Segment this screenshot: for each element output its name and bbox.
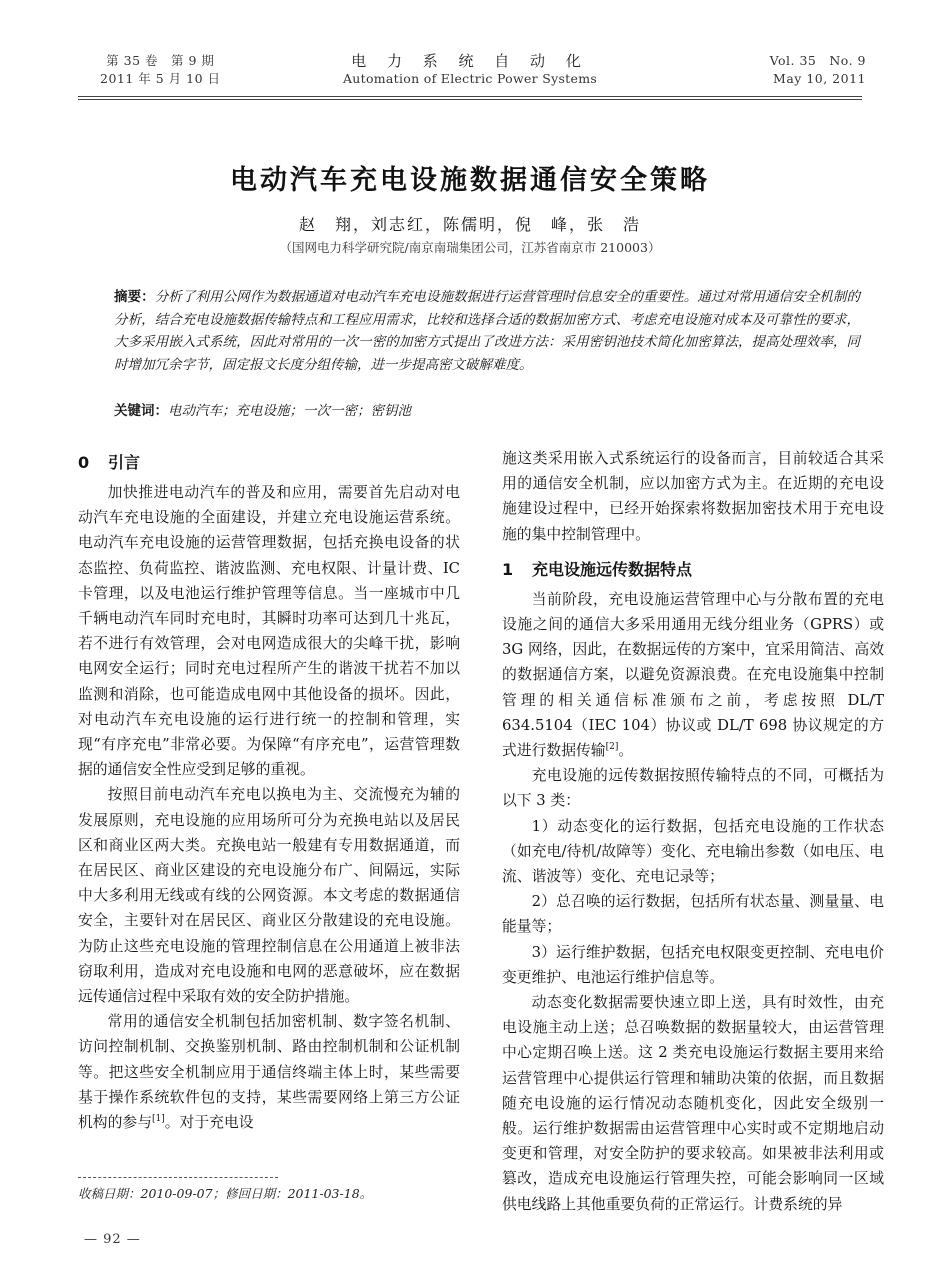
paragraph-text: 常用的通信安全机制包括加密机制、数字签名机制、访问控制机制、交换鉴别机制、路由控制机制和公证机制等。把这些安全机制应用于通信终端主体上时，某些需要基于操作系统软件包的支持，某些需要网络上第三方公证机构的参与 <box>78 1013 460 1132</box>
abstract <box>114 286 860 376</box>
paper-title: 电动汽车充电设施数据通信安全策略 <box>230 165 710 196</box>
body-paragraph-continued: 施这类采用嵌入式系统运行的设备而言，目前较适合其采用的通信安全机制，应以加密方式为主。在近期的充电设施建设过程中，已经开始探索将数据加密技术用于充电设施的集中控制管理中。 <box>502 450 884 543</box>
right-column <box>502 446 884 1217</box>
issue-date-en: May 10, 2011 <box>773 71 866 86</box>
volume-issue: 第 35 卷 第 9 期 <box>106 53 215 68</box>
body-paragraph <box>502 587 884 763</box>
body-paragraph: 充电设施的远传数据按照传输特点的不同，可概括为以下 3 类： <box>502 767 884 810</box>
footnote-rule <box>78 1177 278 1178</box>
body-paragraph: 加快推进电动汽车的普及和应用，需要首先启动对电动汽车充电设施的全面建设，并建立充电设施运营系统。电动汽车充电设施的运营管理数据，包括充换电设备的状态监控、负荷监控、谐波监测、充电权限、计量计费、IC 卡管理，以及电池运行维护管理等信息。当一座城市中几千辆电动汽车同时充电时，其瞬时功率可达到几十兆瓦，若不进行有效管理，会对电网造成很大的尖峰干扰，影响电网安全运行；同时充电过程所产生的谐波干扰若不加以监测和消除，也可能造成电网中其他设备的损坏。因此，对电动汽车充电设施的运行进行统一的控制和管理，实现“有序充电”非常必要。为保障“有序充电”，运营管理数据的通信安全性应受到足够的重视。 <box>78 484 460 779</box>
paragraph-text: 当前阶段，充电设施运营管理中心与分散布置的充电设施之间的通信大多采用通用无线分组业务（GPRS）或 3G 网络，因此，在数据远传的方案中，宜采用简洁、高效的数据通信方案，以避免资源浪费。在充电设施集中控制管理的相关通信标准颁布之前，考虑按照 DL/T 634.5104（IEC 104）协议或 DL/T 698 协议规定的方式进行数据传输 <box>502 590 884 760</box>
issue-date: 2011 年 5 月 10 日 <box>100 71 221 86</box>
body-paragraph: 动态变化数据需要快速立即上送，具有时效性，由充电设施主动上送；总召唤数据的数据量较大，由运营管理中心定期召唤上送。这 2 类充电设施运行数据主要用来给运营管理中心提供运行管理和辅助决策的依据，而且数据随充电设施的运行情况动态随机变化，因此安全级别一般。运行维护数据需由运营管理中心实时或不定期地启动变更和管理，对安全防护的要求较高。如果被非法利用或篡改，造成充电设施运行管理失控，可能会影响同一区域供电线路上其他重要负荷的正常运行。计费系统的异 <box>502 994 884 1213</box>
author-list: 赵 翔，刘志红，陈儒明，倪 峰，张 浩 <box>298 215 641 234</box>
paragraph-text-tail: 。对于充电设 <box>164 1114 254 1132</box>
journal-name-cn: 电 力 系 统 自 动 化 <box>351 52 589 70</box>
volume-issue-en: Vol. 35 No. 9 <box>769 53 866 68</box>
keywords-text: 电动汽车；充电设施；一次一密；密钥池 <box>168 403 411 419</box>
list-item: 3）运行维护数据，包括充电权限变更控制、充电电价变更维护、电池运行维护信息等。 <box>502 943 884 986</box>
list-item: 1）动态变化的运行数据，包括充电设施的工作状态（如充电/待机/故障等）变化、充电输出参数（如电压、电流、谐波等）变化、充电记录等； <box>502 817 884 886</box>
body-paragraph: 按照目前电动汽车充电以换电为主、交流慢充为辅的发展原则，充电设施的应用场所可分为充换电站以及居民区和商业区两大类。充换电站一般建有专用数据通道，而在居民区、商业区建设的充电设施分布广、间隔远，实际中大多利用无线或有线的公网资源。本文考虑的数据通信安全，主要针对在居民区、商业区分散建设的充电设施。为防止这些充电设施的管理控制信息在公用通道上被非法窃取利用，造成对充电设施和电网的恶意破坏，应在数据远传通信过程中采取有效的安全防护措施。 <box>78 786 460 1006</box>
citation-ref: [2] <box>605 742 619 753</box>
header-rule-secondary <box>78 99 862 100</box>
citation-ref: [1] <box>152 1114 165 1125</box>
body-paragraph <box>78 1009 460 1135</box>
received-date-footnote: 收稿日期：2010-09-07；修回日期：2011-03-18。 <box>78 1186 373 1201</box>
list-item: 2）总召唤的运行数据，包括所有状态量、测量量、电能量等； <box>502 893 884 936</box>
section-number: 1 <box>502 559 514 579</box>
journal-volume-info-en <box>770 52 866 88</box>
left-column <box>78 446 460 1135</box>
journal-name-en: Automation of Electric Power Systems <box>342 71 598 86</box>
author-affiliation: （国网电力科学研究院/南京南瑞集团公司，江苏省南京市 210003） <box>279 240 661 255</box>
section-title: 充电设施远传数据特点 <box>532 559 693 579</box>
abstract-text: 分析了利用公网作为数据通道对电动汽车充电设施数据进行运营管理时信息安全的重要性。通过对常用通信安全机制的分析，结合充电设施数据传输特点和工程应用需求，比较和选择合适的数据加密方式、考虑充电设施对成本及可靠性的要求，大多采用嵌入式系统，因此对常用的一次一密的加密方式提出了改进方法：采用密钥池技术简化加密算法，提高处理效率，同时增加冗余字节，固定报文长度分组传输，进一步提高密文破解难度。 <box>114 289 861 373</box>
header-rule <box>78 96 862 97</box>
keywords <box>114 400 860 422</box>
section-title: 引言 <box>108 453 141 472</box>
keywords-label: 关键词： <box>114 403 168 419</box>
page-number: — 92 — <box>84 1232 141 1247</box>
section-heading-data-characteristics <box>502 553 884 587</box>
section-heading-introduction <box>78 446 460 480</box>
paragraph-text-tail: 。 <box>618 742 634 760</box>
abstract-label: 摘要： <box>114 289 155 305</box>
section-number: 0 <box>78 453 90 472</box>
